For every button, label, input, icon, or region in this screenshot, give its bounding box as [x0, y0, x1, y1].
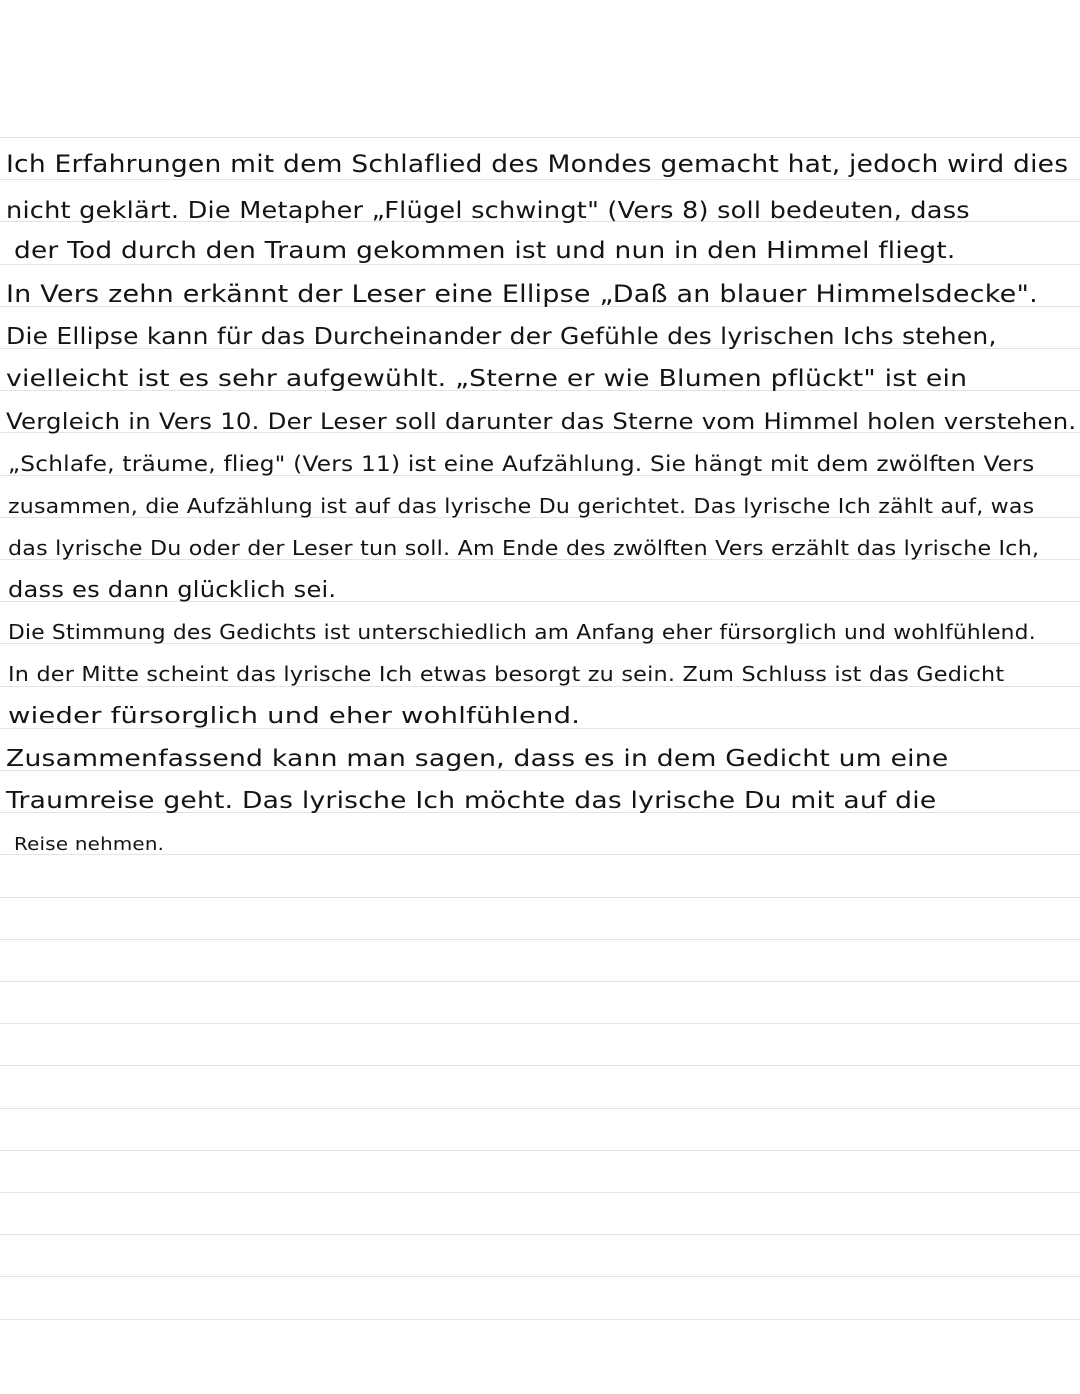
text-line-17: Reise nehmen.: [14, 834, 165, 855]
text-line-3: der Tod durch den Traum gekommen ist und nun in den Himmel fliegt.: [14, 238, 956, 264]
text-line-1: Ich Erfahrungen mit dem Schlaflied des Mondes gemacht hat, jedoch wird dies: [6, 150, 1069, 178]
text-line-13: In der Mitte scheint das lyrische Ich etwas besorgt zu sein. Zum Schluss ist das Gedicht: [8, 662, 1005, 686]
text-line-6: vielleicht ist es sehr aufgewühlt. „Sterne er wie Blumen pflückt" ist ein: [6, 366, 968, 392]
text-line-4: In Vers zehn erkännt der Leser eine Ellipse „Daß an blauer Himmelsdecke".: [6, 280, 1038, 308]
text-line-5: Die Ellipse kann für das Durcheinander der Gefühle des lyrischen Ichs stehen,: [6, 324, 997, 350]
text-line-9: zusammen, die Aufzählung ist auf das lyrische Du gerichtet. Das lyrische Ich zählt auf, was: [8, 494, 1035, 518]
text-line-12: Die Stimmung des Gedichts ist unterschiedlich am Anfang eher fürsorglich und wohlfühlend.: [8, 620, 1036, 644]
text-line-10: das lyrische Du oder der Leser tun soll. Am Ende des zwölften Vers erzählt das lyrische Ich,: [8, 536, 1040, 560]
text-line-16: Traumreise geht. Das lyrische Ich möchte das lyrische Du mit auf die: [6, 788, 937, 814]
text-line-11: dass es dann glücklich sei.: [8, 578, 337, 603]
text-line-2: nicht geklärt. Die Metapher „Flügel schwingt" (Vers 8) soll bedeuten, dass: [6, 198, 970, 224]
text-line-14: wieder fürsorglich und eher wohlfühlend.: [8, 704, 581, 729]
text-line-15: Zusammenfassend kann man sagen, dass es in dem Gedicht um eine: [6, 746, 949, 772]
text-line-7: Vergleich in Vers 10. Der Leser soll darunter das Sterne vom Himmel holen verstehen.: [6, 410, 1077, 435]
text-line-8: „Schlafe, träume, flieg" (Vers 11) ist eine Aufzählung. Sie hängt mit dem zwölften Vers: [8, 452, 1035, 476]
